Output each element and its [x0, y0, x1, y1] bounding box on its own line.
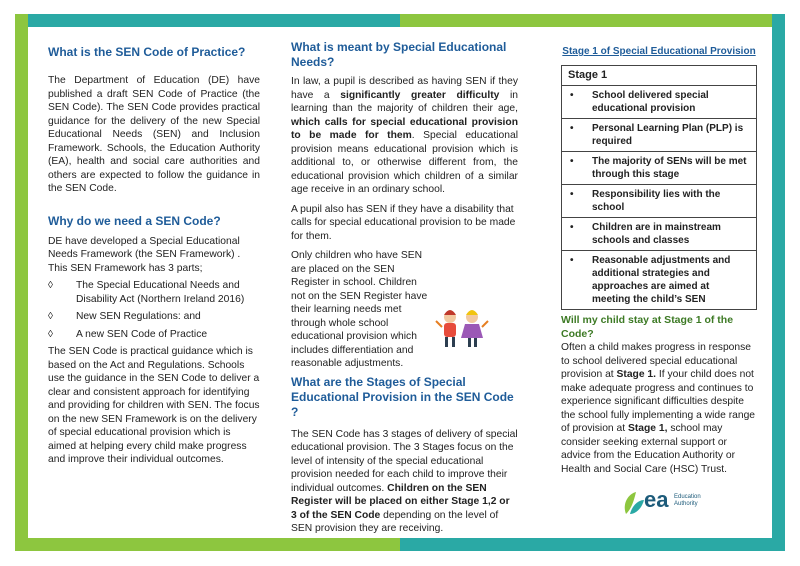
- stage-1-table: [561, 65, 757, 311]
- heading-why-need-code: Why do we need a SEN Code?: [48, 213, 221, 228]
- para-register: Only children who have SEN are placed on the SEN Register in school. Children not on the SEN Register have their learning needs met through whole school educational provision which includes differentiation and reasonable adjustments.: [291, 250, 428, 369]
- text-bold: which calls for special educational provision to be made for them: [291, 116, 518, 141]
- para-disability: A pupil also has SEN if they have a disability that calls for special educational provision to be made for them.: [291, 203, 516, 242]
- para-code-guidance: The SEN Code is practical guidance which is based on the Act and Regulations. Schools use the guidance in the SEN Code to deliver a clear and consistent approach for identifying and providing for children with SEN. The focus on the new SEN Framework is on the delivery of special educational provision which is aimed at helping every child make progress and improve their individual outcomes.: [48, 346, 260, 465]
- para-law: [291, 75, 518, 197]
- education-authority-logo: [622, 487, 702, 516]
- para-what-is-code: The Department of Education (DE) have published a draft SEN Code of Practice (the SEN Code). The SEN Code provides practical guidance for the delivery of the new Special Educational Needs (SEN) and Inclusion Framework. Schools, the Education Authority (EA), health and social care authorities and others are expected to follow the guidance in the SEN Code.: [48, 75, 260, 194]
- column-3: [561, 45, 757, 476]
- heading-what-is-code: What is the SEN Code of Practice?: [48, 45, 246, 59]
- list-item: ◊ A new SEN Code of Practice: [48, 328, 260, 342]
- bottom-border-teal: [400, 538, 785, 551]
- text-bold: Stage 1,: [627, 423, 668, 434]
- text-bold: Children on the SEN Register will be placed on either Stage 1,2 or 3 of the SEN Code: [291, 482, 510, 521]
- para-stages: [291, 428, 518, 536]
- text: depending on the level of SEN provision they are receiving.: [291, 509, 499, 534]
- text: . Special educational provision means educational provision which is additional to, or otherwise different from, the educational provision which children of a similar age receive in an ordinary school.: [291, 130, 518, 195]
- right-border: [772, 14, 785, 551]
- text: Often a child makes progress in response to school delivered special educational provision at: [561, 342, 752, 380]
- ea-leaf-icon: [622, 490, 644, 516]
- top-border-teal: [15, 14, 400, 27]
- list-item: ◊ The Special Educational Needs and Disability Act (Northern Ireland 2016): [48, 279, 260, 306]
- bottom-border-green: [15, 538, 400, 551]
- ea-mark: ea: [644, 487, 669, 512]
- text-bold: Stage 1.: [616, 369, 657, 380]
- column-2: [291, 40, 518, 536]
- para-why-need-code: DE have developed a Special Educational Needs Framework (the SEN Framework) . This SEN Framework has 3 parts;: [48, 235, 241, 274]
- left-border: [15, 14, 28, 551]
- text-bold: significantly greater difficulty: [340, 89, 500, 101]
- list-item: • Responsibility lies with the school: [562, 185, 756, 218]
- heading-stages: What are the Stages of Special Educational Provision in the SEN Code ?: [291, 374, 514, 419]
- text: In law, a pupil is described as having SEN if they have a: [291, 76, 518, 101]
- framework-parts-list: [48, 279, 260, 341]
- para-stay-stage-1: [561, 341, 757, 476]
- top-border-green: [400, 14, 785, 27]
- stage-1-title: Stage 1 of Special Educational Provision: [562, 46, 756, 57]
- text: The SEN Code has 3 stages of delivery of special educational provision. The 3 Stages focus on the level of intensity of the special educational provision needed for each child to improve their individual outcomes.: [291, 428, 518, 494]
- list-item: ◊ New SEN Regulations: and: [48, 310, 260, 324]
- stage-1-list: [562, 86, 756, 309]
- column-1: [48, 45, 260, 467]
- heading-meant-by-sen: What is meant by Special Educational Needs?: [291, 40, 507, 69]
- ea-line1: Education: [674, 494, 701, 500]
- list-item: • The majority of SENs will be met through this stage: [562, 152, 756, 185]
- list-item: • Reasonable adjustments and additional strategies and approaches are aimed at meeting the child’s SEN: [562, 251, 756, 309]
- list-item: • Personal Learning Plan (PLP) is required: [562, 119, 756, 152]
- question-stay-stage-1: Will my child stay at Stage 1 of the Code?: [561, 314, 734, 340]
- list-item: • School delivered special educational provision: [562, 86, 756, 119]
- stage-1-header: Stage 1: [562, 66, 756, 87]
- text: in learning than the majority of children their age,: [291, 89, 518, 114]
- list-item: • Children are in mainstream schools and classes: [562, 218, 756, 251]
- ea-line2: Authority: [674, 501, 698, 507]
- text: school may consider seeking external support or advice from the Education Authority or Health and Social Care (HSC) Trust.: [561, 423, 735, 475]
- text: If your child does not make adequate progress and continues to experience significant difficulties despite the school fully implementing a wide range of provision at: [561, 369, 756, 434]
- children-illustration: [432, 307, 492, 352]
